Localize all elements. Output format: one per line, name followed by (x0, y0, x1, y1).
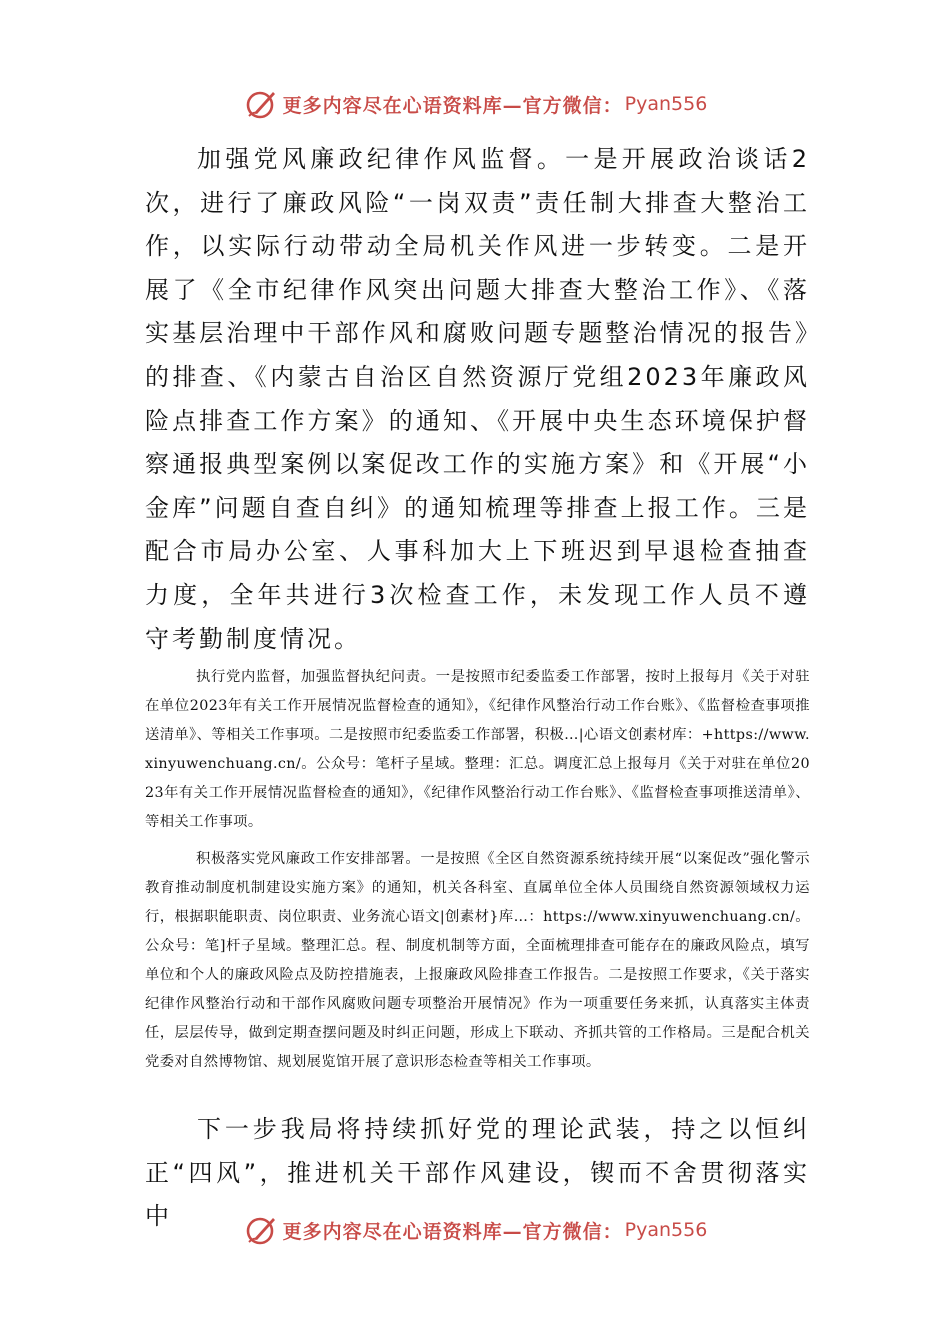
quill-logo-icon (243, 1212, 279, 1248)
footer-banner (0, 1210, 950, 1250)
footer-banner-handle: Pyan556 (624, 1219, 708, 1241)
header-banner-handle: Pyan556 (624, 93, 708, 115)
paragraph-next-steps: 下一步我局将持续抓好党的理论武装，持之以恒纠正“四风”，推进机关干部作风建设，锲而不舍贯彻落实中 (145, 1115, 810, 1231)
paragraph-deployment: 积极落实党风廉政工作安排部署。一是按照《全区自然资源系统持续开展“以案促改”强化警示教育推动制度机制建设实施方案》的通知，机关各科室、直属单位全体人员围绕自然资源领域权力运行，根据职能职责、岗位职责、业务流心语文|创素材}库…：https://www.xinyuwenchuang.cn/。公众号：笔]杆子星域。整理汇总。程、制度机制等方面，全面梳理排查可能存在的廉政风险点，填写单位和个人的廉政风险点及防控措施表，上报廉政风险排查工作报告。二是按照工作要求，《关于落实纪律作风整治行动和干部作风腐败问题专项整治开展情况》作为一项重要任务来抓，认真落实主体责任，层层传导，做到定期查摆问题及时纠正问题，形成上下联动、齐抓共管的工作格局。三是配合机关党委对自然博物馆、规划展览馆开展了意识形态检查等相关工作事项。 (145, 851, 810, 1070)
paragraph-supervision: 加强党风廉政纪律作风监督。一是开展政治谈话2次，进行了廉政风险“一岗双责”责任制大排查大整治工作，以实际行动带动全局机关作风进一步转变。二是开展了《全市纪律作风突出问题大排查大整治工作》、《落实基层治理中干部作风和腐败问题专题整治情况的报告》的排查、《内蒙古自治区自然资源厅党组2023年廉政风险点排查工作方案》的通知、《开展中央生态环境保护督察通报典型案例以案促改工作的实施方案》和《开展“小金库”问题自查自纠》的通知梳理等排查上报工作。三是配合市局办公室、人事科加大上下班迟到早退检查抽查力度，全年共进行3次检查工作，未发现工作人员不遵守考勤制度情况。 (145, 145, 810, 653)
paragraph-accountability: 执行党内监督，加强监督执纪问责。一是按照市纪委监委工作部署，按时上报每月《关于对驻在单位2023年有关工作开展情况监督检查的通知》，《纪律作风整治行动工作台账》、《监督检查事项推送清单》、等相关工作事项。二是按照市纪委监委工作部署，积极…|心语文创素材库：+https://www.xinyuwenchuang.cn/。公众号：笔杆子星域。整理：汇总。调度汇总上报每月《关于对驻在单位2023年有关工作开展情况监督检查的通知》，《纪律作风整治行动工作台账》、《监督检查事项推送清单》、等相关工作事项。 (145, 669, 810, 830)
quill-logo-icon (243, 86, 279, 122)
header-banner-text: 更多内容尽在心语资料库—官方微信： (282, 94, 623, 117)
header-banner (0, 84, 950, 124)
footer-banner-text: 更多内容尽在心语资料库—官方微信： (282, 1220, 623, 1243)
